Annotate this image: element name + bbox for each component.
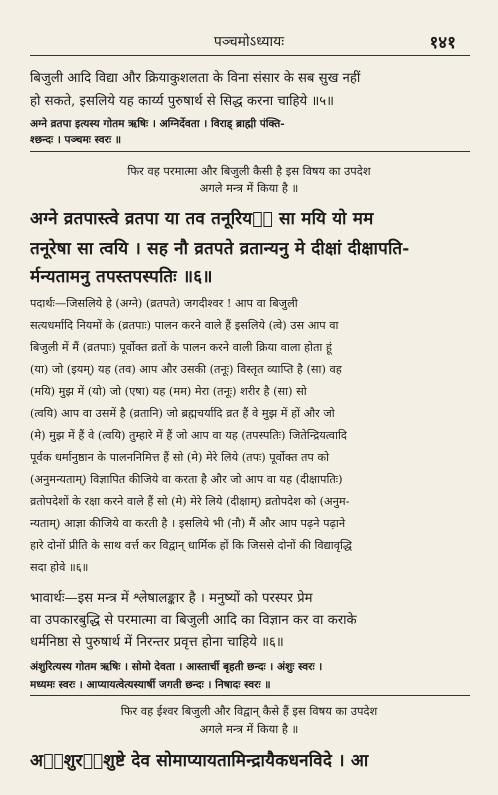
padarth-line: (या) जो (इयम्) यह (तव) आप और उसकी (तनूः) विस्तृत व्याप्ति है (सा) वह — [30, 363, 342, 376]
bhavarth-line: भावार्थः—इस मन्त्र में श्लेषालङ्कार है । मनुष्यों को परस्पर प्रेम — [30, 591, 313, 606]
header-rule — [30, 55, 470, 56]
padarth-line: पूर्वक धर्मानुष्ठान के पालननिमित्त हैं सो (मे) मेरे लिये (तपः) पूर्वोक्त तप को — [30, 451, 330, 464]
padarth-line: न्यताम्) आज्ञा कीजिये वा करती है । इसलिये भी (नौ) मैं और आप पढ़ने पढ़ाने — [30, 517, 346, 530]
intro-line: अगले मन्त्र में किया है ॥ — [199, 722, 299, 736]
padarth-line: (अनुमन्यताम्) विज्ञापित कीजिये वा करता है और जो आप वा यह (दीक्षापतिः) — [30, 473, 343, 486]
mantra-meta: अंशुरित्यस्य गोतम ऋषिः । सोमो देवता । आस्तार्ची बृहती छन्दः । अंशुः स्वरः । — [30, 661, 323, 673]
padarth-line: सत्यधर्मादि नियमों के (व्रतपाः) पालन करने वाले हैं इसलिये (त्वे) उस आप वा — [30, 319, 339, 332]
mantra-line: तनूरेषा सा त्वयि । सह नौ व्रतपते व्रतान्यनु मे दीक्षां दीक्षापति- — [30, 239, 410, 259]
intro-line: फिर वह ईश्वर बिजुली और विद्वान् कैसे हैं इस विषय का उपदेश — [120, 704, 378, 718]
padarth-line: पदार्थः—जिसलिये हे (अग्ने) (व्रतपते) जगदीश्वर ! आप वा बिजुली — [30, 297, 298, 310]
padarth-line: (मे) मुझ में हैं वे (त्वयि) तुम्हारे में हैं जो आप वा यह (तपस्पतिः) जितेन्द्रियत्वादि — [30, 429, 347, 442]
text-line: बिजुली आदि विद्या और क्रियाकुशलता के विना संसार के सब सुख नहीं — [30, 71, 361, 86]
mantra-line: अग्ने व्रतपास्त्वे व्रतपा या तव तनूरियᳫं सा मयि यो मम — [30, 209, 374, 229]
page-number: १४१ — [429, 33, 456, 53]
padarth-line: व्रतोपदेशों के रक्षा करने वाले हैं सो (मे) मेरे लिये (दीक्षाम्) व्रतोपदेश को (अनुम- — [30, 495, 350, 508]
text-line: हो सकते, इसलिये यह कार्य्य पुरुषार्थ से सिद्ध करना चाहिये ॥५॥ — [30, 94, 335, 109]
running-header — [0, 30, 498, 52]
mantra-line: र्मन्यतामनु तपस्तपस्पतिः ॥६॥ — [30, 267, 213, 287]
padarth-line: सदा होवे ॥६॥ — [30, 561, 89, 574]
padarth-line: बिजुली में मैं (व्रतपाः) पूर्वोक्त व्रतों के पालन करने वाली क्रिया वाला होता हूं — [30, 341, 332, 354]
intro-line: अगले मन्त्र में किया है ॥ — [199, 181, 299, 195]
bhavarth-line: वा उपकारबुद्धि से परमात्मा वा बिजुली आदि का विज्ञान कर वा कराके — [30, 613, 357, 628]
mantra-line: अᳫंशुरᳫंशुष्टे देव सोमाप्यायतामिन्द्रायैकधनविदे । आ — [30, 751, 369, 771]
padarth-line: हारे दोनों प्रीति के साथ वर्त्त कर विद्वान् धार्मिक हों कि जिससे दोनों की विद्यावृद्धि — [30, 539, 352, 552]
bhavarth-line: धर्मनिष्ठा से पुरुषार्थ में निरन्तर प्रवृत्त होना चाहिये ॥६॥ — [30, 635, 284, 650]
mantra-meta: श्छन्दः । पञ्चमः स्वरः ॥ — [30, 134, 122, 146]
padarth-line: (मयि) मुझ में (यो) जो (एषा) यह (मम) मेरा (तनूः) शरीर है (सा) सो — [30, 385, 307, 398]
section-rule — [30, 695, 470, 696]
chapter-title: पञ्चमोऽध्यायः — [213, 34, 285, 50]
padarth-line: (त्वयि) आप वा उसमें है (व्रतानि) जो ब्रह्मचर्यादि व्रत हैं वे मुझ में हों और जो — [30, 407, 335, 420]
intro-line: फिर वह परमात्मा और बिजुली कैसी है इस विषय का उपदेश — [127, 164, 371, 178]
section-rule — [30, 151, 470, 152]
mantra-meta: मध्यमः स्वरः । आप्यायत्वेत्यस्यार्षी जगती छन्दः । निषादः स्वरः ॥ — [30, 679, 271, 691]
mantra-meta: अग्ने व्रतपा इत्यस्य गोतम ऋषिः । अग्निर्देवता । विराड् ब्राह्मी पंक्ति- — [30, 118, 285, 130]
